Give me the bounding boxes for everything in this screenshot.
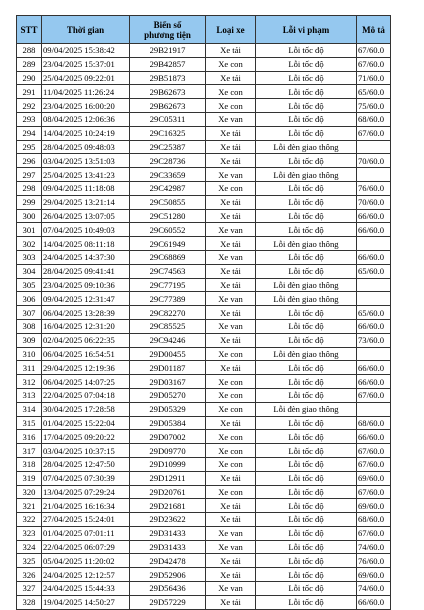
table-row [17,168,391,182]
cell-plate: 29C33659 [130,168,206,182]
cell-violation: Lỗi đèn giao thông [256,237,357,251]
cell-violation: Lỗi tốc độ [256,306,357,320]
cell-vehicle-type: Xe van [206,168,256,182]
cell-stt: 320 [17,485,42,499]
cell-stt: 303 [17,250,42,264]
cell-time: 09/04/2025 12:31:47 [42,292,130,306]
cell-stt: 313 [17,388,42,402]
cell-vehicle-type: Xe con [206,57,256,71]
table-row [17,71,391,85]
cell-plate: 29D31433 [130,540,206,554]
cell-violation: Lỗi tốc độ [256,526,357,540]
cell-vehicle-type: Xe tải [206,195,256,209]
cell-vehicle-type: Xe con [206,85,256,99]
cell-plate: 29C77389 [130,292,206,306]
cell-violation: Lỗi tốc độ [256,540,357,554]
cell-time: 24/04/2025 12:12:57 [42,568,130,582]
table-row [17,292,391,306]
cell-stt: 295 [17,140,42,154]
cell-stt: 309 [17,333,42,347]
cell-time: 13/04/2025 07:29:24 [42,485,130,499]
cell-plate: 29C77195 [130,278,206,292]
table-row [17,568,391,582]
cell-plate: 29D20761 [130,485,206,499]
table-row [17,209,391,223]
cell-plate: 29C25387 [130,140,206,154]
cell-violation: Lỗi tốc độ [256,430,357,444]
cell-stt: 291 [17,85,42,99]
cell-time: 22/04/2025 07:04:18 [42,388,130,402]
table-row [17,485,391,499]
table-row [17,126,391,140]
cell-violation: Lỗi tốc độ [256,154,357,168]
cell-time: 06/04/2025 16:54:51 [42,347,130,361]
table-row [17,388,391,402]
cell-plate: 29D03167 [130,375,206,389]
table-row [17,181,391,195]
cell-stt: 296 [17,154,42,168]
cell-description: 67/60.0 [357,57,391,71]
table-row [17,526,391,540]
cell-vehicle-type: Xe van [206,319,256,333]
table-row [17,112,391,126]
cell-time: 01/04/2025 15:22:04 [42,416,130,430]
cell-time: 03/04/2025 13:51:03 [42,154,130,168]
cell-violation: Lỗi tốc độ [256,333,357,347]
cell-vehicle-type: Xe tải [206,361,256,375]
cell-vehicle-type: Xe tải [206,416,256,430]
cell-description [357,347,391,361]
table-row [17,264,391,278]
cell-vehicle-type: Xe van [206,223,256,237]
cell-vehicle-type: Xe van [206,526,256,540]
table-header-row [17,16,391,44]
cell-violation: Lỗi tốc độ [256,126,357,140]
cell-plate: 29C51280 [130,209,206,223]
table-row [17,57,391,71]
cell-time: 14/04/2025 08:11:18 [42,237,130,251]
cell-stt: 305 [17,278,42,292]
cell-time: 17/04/2025 09:20:22 [42,430,130,444]
table-row [17,471,391,485]
cell-description: 66/60.0 [357,430,391,444]
cell-description: 66/60.0 [357,319,391,333]
cell-time: 06/04/2025 13:28:39 [42,306,130,320]
cell-violation: Lỗi tốc độ [256,485,357,499]
table-row [17,444,391,458]
cell-violation: Lỗi tốc độ [256,209,357,223]
cell-stt: 307 [17,306,42,320]
cell-plate: 29D21681 [130,499,206,513]
cell-vehicle-type: Xe van [206,540,256,554]
table-row [17,430,391,444]
cell-plate: 29D56436 [130,582,206,596]
cell-vehicle-type: Xe van [206,112,256,126]
cell-time: 29/04/2025 13:21:14 [42,195,130,209]
cell-plate: 29D07002 [130,430,206,444]
cell-plate: 29B51873 [130,71,206,85]
cell-plate: 29D05329 [130,402,206,416]
cell-plate: 29D23622 [130,513,206,527]
cell-violation: Lỗi tốc độ [256,223,357,237]
cell-time: 22/04/2025 06:07:29 [42,540,130,554]
cell-time: 23/04/2025 15:37:01 [42,57,130,71]
cell-stt: 316 [17,430,42,444]
cell-plate: 29C68869 [130,250,206,264]
cell-plate: 29C05311 [130,112,206,126]
cell-time: 25/04/2025 13:41:23 [42,168,130,182]
cell-description [357,292,391,306]
table-row [17,375,391,389]
table-row [17,554,391,568]
cell-time: 30/04/2025 17:28:58 [42,402,130,416]
cell-plate: 29D00455 [130,347,206,361]
cell-stt: 325 [17,554,42,568]
table-row [17,223,391,237]
cell-vehicle-type: Xe tải [206,568,256,582]
cell-time: 06/04/2025 14:07:25 [42,375,130,389]
cell-time: 08/04/2025 12:06:36 [42,112,130,126]
header-vehicle-type: Loại xe [206,16,256,44]
cell-plate: 29C16325 [130,126,206,140]
cell-time: 28/04/2025 12:47:50 [42,457,130,471]
cell-plate: 29C61949 [130,237,206,251]
cell-violation: Lỗi tốc độ [256,568,357,582]
cell-time: 23/04/2025 16:00:20 [42,99,130,113]
cell-description: 67/60.0 [357,526,391,540]
cell-description: 70/60.0 [357,195,391,209]
cell-stt: 292 [17,99,42,113]
cell-description: 66/60.0 [357,223,391,237]
cell-vehicle-type: Xe con [206,347,256,361]
cell-description: 70/60.0 [357,154,391,168]
table-row [17,402,391,416]
cell-plate: 29D10999 [130,457,206,471]
table-row [17,499,391,513]
cell-plate: 29C42987 [130,181,206,195]
cell-plate: 29D12911 [130,471,206,485]
cell-description: 74/60.0 [357,582,391,596]
cell-time: 09/04/2025 15:38:42 [42,44,130,58]
cell-description [357,237,391,251]
cell-vehicle-type: Xe con [206,430,256,444]
cell-time: 26/04/2025 13:07:05 [42,209,130,223]
table-row [17,237,391,251]
cell-violation: Lỗi tốc độ [256,44,357,58]
table-row [17,457,391,471]
cell-violation: Lỗi tốc độ [256,554,357,568]
cell-vehicle-type: Xe tải [206,595,256,609]
cell-stt: 308 [17,319,42,333]
cell-vehicle-type: Xe con [206,402,256,416]
cell-stt: 311 [17,361,42,375]
cell-description: 66/60.0 [357,209,391,223]
cell-time: 28/04/2025 09:48:03 [42,140,130,154]
cell-stt: 326 [17,568,42,582]
table-row [17,513,391,527]
cell-stt: 288 [17,44,42,58]
table-row [17,250,391,264]
cell-violation: Lỗi tốc độ [256,112,357,126]
cell-description: 66/60.0 [357,361,391,375]
cell-vehicle-type: Xe tải [206,71,256,85]
cell-stt: 322 [17,513,42,527]
cell-time: 25/04/2025 09:22:01 [42,71,130,85]
cell-stt: 310 [17,347,42,361]
cell-stt: 314 [17,402,42,416]
header-description: Mô tả [357,16,391,44]
cell-violation: Lỗi đèn giao thông [256,168,357,182]
table-row [17,347,391,361]
cell-description: 71/60.0 [357,71,391,85]
cell-description: 69/60.0 [357,471,391,485]
cell-description: 69/60.0 [357,499,391,513]
cell-description: 67/60.0 [357,485,391,499]
cell-time: 09/04/2025 11:18:08 [42,181,130,195]
cell-plate: 29D52906 [130,568,206,582]
cell-stt: 306 [17,292,42,306]
cell-vehicle-type: Xe van [206,292,256,306]
cell-time: 05/04/2025 11:20:02 [42,554,130,568]
cell-stt: 323 [17,526,42,540]
header-plate-line2: phương tiện [144,29,191,40]
cell-description: 67/60.0 [357,444,391,458]
cell-description: 76/60.0 [357,181,391,195]
cell-time: 24/04/2025 15:44:33 [42,582,130,596]
header-violation: Lỗi vi phạm [256,16,357,44]
cell-violation: Lỗi tốc độ [256,513,357,527]
cell-vehicle-type: Xe tải [206,264,256,278]
cell-vehicle-type: Xe tải [206,333,256,347]
cell-vehicle-type: Xe tải [206,126,256,140]
cell-time: 03/04/2025 10:37:15 [42,444,130,458]
cell-description: 68/60.0 [357,416,391,430]
table-row [17,99,391,113]
cell-plate: 29D01187 [130,361,206,375]
table-row [17,85,391,99]
cell-time: 11/04/2025 11:26:24 [42,85,130,99]
table-row [17,44,391,58]
cell-violation: Lỗi đèn giao thông [256,347,357,361]
cell-description [357,168,391,182]
cell-stt: 297 [17,168,42,182]
cell-description [357,140,391,154]
cell-vehicle-type: Xe van [206,582,256,596]
cell-time: 29/04/2025 12:19:36 [42,361,130,375]
cell-vehicle-type: Xe tải [206,209,256,223]
cell-description: 67/60.0 [357,126,391,140]
cell-violation: Lỗi tốc độ [256,457,357,471]
cell-violation: Lỗi đèn giao thông [256,140,357,154]
cell-violation: Lỗi tốc độ [256,181,357,195]
cell-description: 67/60.0 [357,388,391,402]
cell-violation: Lỗi tốc độ [256,264,357,278]
cell-plate: 29D05270 [130,388,206,402]
cell-stt: 289 [17,57,42,71]
cell-violation: Lỗi tốc độ [256,499,357,513]
cell-stt: 294 [17,126,42,140]
table-row [17,278,391,292]
cell-plate: 29C85525 [130,319,206,333]
cell-description: 75/60.0 [357,99,391,113]
cell-plate: 29D09770 [130,444,206,458]
cell-stt: 328 [17,595,42,609]
cell-violation: Lỗi đèn giao thông [256,278,357,292]
cell-time: 07/04/2025 07:30:39 [42,471,130,485]
table-row [17,306,391,320]
table-row [17,582,391,596]
header-time: Thời gian [42,16,130,44]
violations-table [16,15,391,610]
cell-stt: 321 [17,499,42,513]
cell-plate: 29C94246 [130,333,206,347]
cell-vehicle-type: Xe tải [206,278,256,292]
cell-plate: 29C82270 [130,306,206,320]
cell-plate: 29C50855 [130,195,206,209]
cell-plate: 29C74563 [130,264,206,278]
cell-time: 21/04/2025 16:16:34 [42,499,130,513]
cell-violation: Lỗi tốc độ [256,99,357,113]
cell-description: 68/60.0 [357,112,391,126]
cell-time: 02/04/2025 06:22:35 [42,333,130,347]
cell-plate: 29B62673 [130,85,206,99]
cell-violation: Lỗi tốc độ [256,195,357,209]
cell-stt: 315 [17,416,42,430]
table-row [17,416,391,430]
cell-violation: Lỗi tốc độ [256,361,357,375]
cell-stt: 304 [17,264,42,278]
cell-violation: Lỗi tốc độ [256,250,357,264]
cell-time: 24/04/2025 14:37:30 [42,250,130,264]
cell-vehicle-type: Xe con [206,375,256,389]
cell-vehicle-type: Xe con [206,181,256,195]
cell-violation: Lỗi đèn giao thông [256,292,357,306]
cell-violation: Lỗi tốc độ [256,375,357,389]
cell-stt: 318 [17,457,42,471]
table-row [17,333,391,347]
cell-stt: 290 [17,71,42,85]
cell-vehicle-type: Xe con [206,457,256,471]
cell-violation: Lỗi tốc độ [256,319,357,333]
cell-vehicle-type: Xe tải [206,554,256,568]
header-stt: STT [17,16,42,44]
cell-stt: 298 [17,181,42,195]
cell-violation: Lỗi tốc độ [256,444,357,458]
cell-violation: Lỗi tốc độ [256,388,357,402]
cell-description: 67/60.0 [357,44,391,58]
cell-time: 01/04/2025 07:01:11 [42,526,130,540]
cell-description: 74/60.0 [357,540,391,554]
cell-violation: Lỗi tốc độ [256,416,357,430]
cell-plate: 29C60552 [130,223,206,237]
cell-description: 69/60.0 [357,568,391,582]
cell-description: 65/60.0 [357,306,391,320]
cell-violation: Lỗi tốc độ [256,595,357,609]
cell-violation: Lỗi tốc độ [256,85,357,99]
cell-vehicle-type: Xe tải [206,154,256,168]
cell-vehicle-type: Xe con [206,485,256,499]
cell-description [357,402,391,416]
cell-plate: 29B21917 [130,44,206,58]
cell-plate: 29D42478 [130,554,206,568]
cell-stt: 302 [17,237,42,251]
cell-time: 27/04/2025 15:24:01 [42,513,130,527]
table-row [17,154,391,168]
table-row [17,195,391,209]
cell-vehicle-type: Xe tải [206,306,256,320]
cell-description: 65/60.0 [357,264,391,278]
cell-description: 73/60.0 [357,333,391,347]
cell-stt: 301 [17,223,42,237]
cell-description: 76/60.0 [357,554,391,568]
cell-stt: 300 [17,209,42,223]
cell-description: 66/60.0 [357,250,391,264]
table-row [17,319,391,333]
cell-violation: Lỗi đèn giao thông [256,402,357,416]
header-plate-line1: Biển số [153,19,182,30]
cell-stt: 317 [17,444,42,458]
cell-vehicle-type: Xe tải [206,237,256,251]
cell-stt: 319 [17,471,42,485]
cell-stt: 299 [17,195,42,209]
cell-vehicle-type: Xe tải [206,471,256,485]
cell-stt: 312 [17,375,42,389]
cell-description: 65/60.0 [357,85,391,99]
cell-vehicle-type: Xe con [206,444,256,458]
cell-time: 16/04/2025 12:31:20 [42,319,130,333]
cell-description [357,278,391,292]
cell-description: 66/60.0 [357,375,391,389]
cell-vehicle-type: Xe tải [206,140,256,154]
cell-vehicle-type: Xe con [206,99,256,113]
table-row [17,540,391,554]
cell-time: 19/04/2025 14:50:27 [42,595,130,609]
cell-plate: 29B62673 [130,99,206,113]
cell-time: 07/04/2025 10:49:03 [42,223,130,237]
cell-plate: 29B42857 [130,57,206,71]
cell-plate: 29D31433 [130,526,206,540]
cell-stt: 327 [17,582,42,596]
cell-plate: 29C28736 [130,154,206,168]
cell-vehicle-type: Xe con [206,388,256,402]
cell-time: 28/04/2025 09:41:41 [42,264,130,278]
cell-time: 14/04/2025 10:24:19 [42,126,130,140]
cell-plate: 29D05384 [130,416,206,430]
cell-vehicle-type: Xe tải [206,44,256,58]
cell-vehicle-type: Xe van [206,250,256,264]
cell-time: 23/04/2025 09:10:36 [42,278,130,292]
cell-plate: 29D57229 [130,595,206,609]
header-plate [130,16,206,44]
cell-violation: Lỗi tốc độ [256,57,357,71]
table-row [17,361,391,375]
table-row [17,595,391,609]
cell-description: 68/60.0 [357,513,391,527]
cell-violation: Lỗi tốc độ [256,471,357,485]
cell-stt: 324 [17,540,42,554]
table-row [17,140,391,154]
cell-stt: 293 [17,112,42,126]
cell-description: 67/60.0 [357,457,391,471]
cell-description: 66/60.0 [357,595,391,609]
cell-violation: Lỗi tốc độ [256,71,357,85]
cell-vehicle-type: Xe tải [206,499,256,513]
cell-violation: Lỗi tốc độ [256,582,357,596]
cell-vehicle-type: Xe tải [206,513,256,527]
